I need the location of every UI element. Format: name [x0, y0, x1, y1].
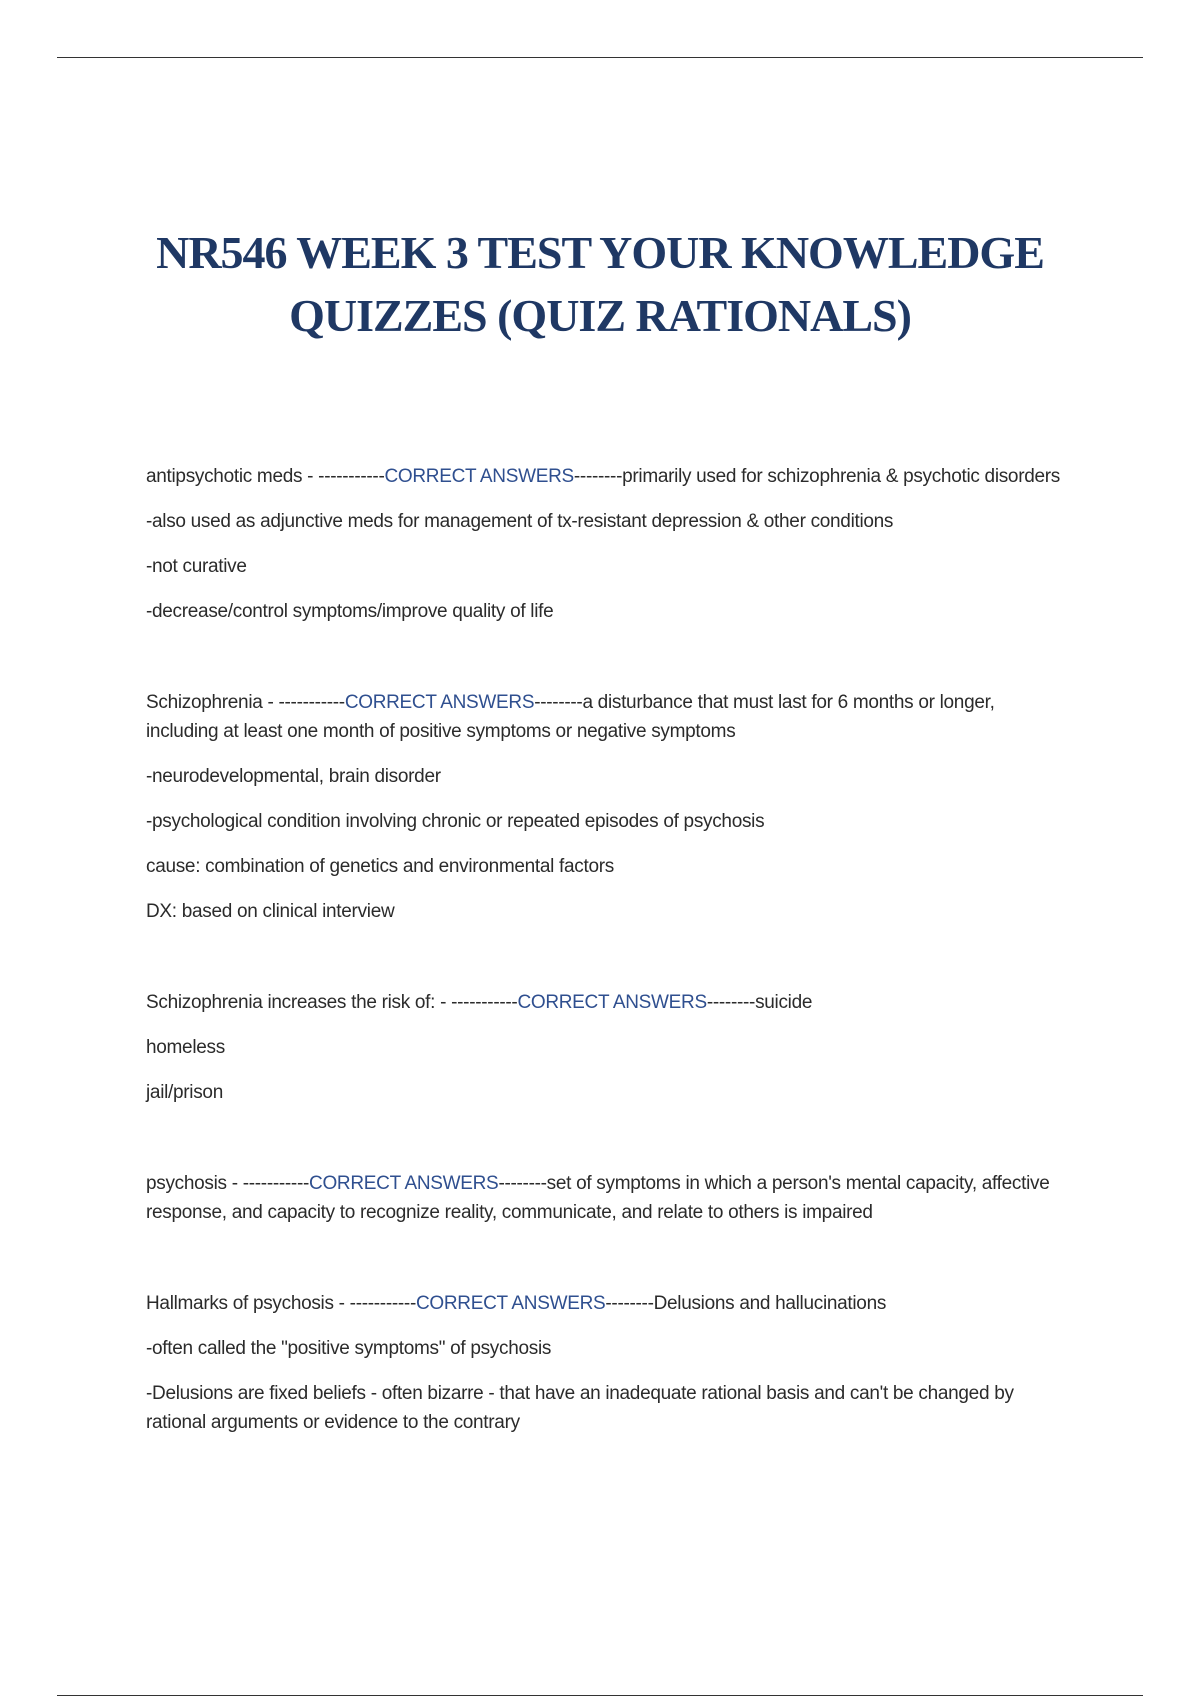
entry-detail: homeless — [146, 1037, 225, 1058]
entry-question-line — [146, 462, 1066, 491]
entry-detail: -not curative — [146, 556, 247, 577]
flashcard-entry — [146, 688, 1066, 926]
top-rule — [57, 57, 1143, 58]
entry-detail: -neurodevelopmental, brain disorder — [146, 766, 441, 787]
separator-before: - ----------- — [435, 992, 518, 1013]
entry-question-line — [146, 1289, 1066, 1318]
entry-term: Hallmarks of psychosis — [146, 1293, 334, 1314]
correct-answers-label: CORRECT ANSWERS — [517, 992, 707, 1013]
entry-answer: set of symptoms in which a person's mental capacity, affective response, and capacity to recognize reality, communicate, and relate to others is impaired — [146, 1173, 1050, 1223]
entry-answer: a disturbance that must last for 6 months or longer, including at least one month of positive symptoms or negative symptoms — [146, 692, 995, 742]
entry-answer: Delusions and hallucinations — [653, 1293, 887, 1314]
title-line-2: QUIZZES (QUIZ RATIONALS) — [289, 289, 911, 341]
entry-question-line — [146, 1169, 1066, 1227]
entry-term: antipsychotic meds — [146, 466, 303, 487]
entry-detail: jail/prison — [146, 1082, 223, 1103]
entry-detail: -Delusions are fixed beliefs - often bizarre - that have an inadequate rational basis and can't be changed by rational arguments or evidence to the contrary — [146, 1383, 1014, 1433]
entry-answer: suicide — [755, 992, 813, 1013]
entry-term: Schizophrenia — [146, 692, 263, 713]
separator-after: -------- — [706, 992, 756, 1013]
flashcard-list — [146, 462, 1066, 1437]
separator-after: -------- — [605, 1293, 654, 1314]
separator-before: - ----------- — [226, 1173, 310, 1194]
entry-question-line — [146, 988, 1066, 1017]
document-title — [0, 221, 1200, 347]
separator-after: -------- — [534, 692, 583, 713]
entry-detail: -also used as adjunctive meds for management of tx-resistant depression & other conditions — [146, 511, 894, 532]
entry-detail: -psychological condition involving chronic or repeated episodes of psychosis — [146, 811, 765, 832]
entry-term: psychosis — [146, 1173, 227, 1194]
entry-detail: -decrease/control symptoms/improve quality of life — [146, 601, 554, 622]
correct-answers-label: CORRECT ANSWERS — [344, 692, 535, 713]
entry-answer: primarily used for schizophrenia & psychotic disorders — [622, 466, 1060, 487]
entry-question-line — [146, 688, 1066, 746]
separator-before: - ----------- — [302, 466, 385, 487]
separator-before: - ----------- — [333, 1293, 416, 1314]
separator-after: -------- — [498, 1173, 547, 1194]
bottom-rule — [57, 1695, 1143, 1696]
entry-detail: DX: based on clinical interview — [146, 901, 395, 922]
correct-answers-label: CORRECT ANSWERS — [415, 1293, 606, 1314]
flashcard-entry — [146, 988, 1066, 1107]
entry-detail: cause: combination of genetics and environmental factors — [146, 856, 614, 877]
entry-term: Schizophrenia increases the risk of: — [146, 992, 436, 1013]
entry-detail: -often called the "positive symptoms" of psychosis — [146, 1338, 552, 1359]
separator-after: -------- — [573, 466, 623, 487]
title-line-1: NR546 WEEK 3 TEST YOUR KNOWLEDGE — [156, 226, 1044, 278]
flashcard-entry — [146, 1169, 1066, 1227]
flashcard-entry — [146, 462, 1066, 626]
separator-before: - ----------- — [262, 692, 345, 713]
flashcard-entry — [146, 1289, 1066, 1437]
correct-answers-label: CORRECT ANSWERS — [309, 1173, 499, 1194]
correct-answers-label: CORRECT ANSWERS — [384, 466, 574, 487]
